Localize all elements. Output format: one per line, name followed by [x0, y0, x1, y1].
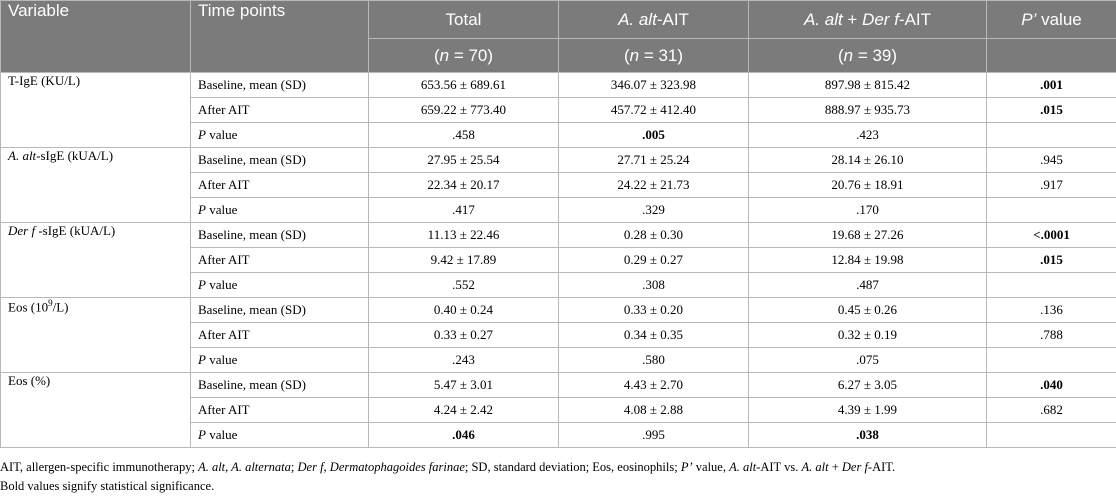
footnote-abbreviations: AIT, allergen-specific immunotherapy; A. alt, A. alternata; Der f, Dermatophagoides farinae; SD, standard deviation; Eos, eosinophils; P’ value, A. alt-AIT vs. A. alt + Der f-AIT.: [0, 460, 896, 474]
time-point-label: After AIT: [191, 323, 369, 348]
p-prime-cell: .917: [987, 173, 1116, 198]
header-n-a-alt-der-f: (n = 39): [749, 39, 987, 73]
header-n-a-alt: (n = 31): [559, 39, 749, 73]
header-n-total: (n = 70): [369, 39, 559, 73]
p-prime-cell: .015: [987, 98, 1116, 123]
time-point-label: Baseline, mean (SD): [191, 298, 369, 323]
p-value-cell: .005: [559, 123, 749, 148]
value-cell: 0.40 ± 0.24: [369, 298, 559, 323]
time-point-label: P value: [191, 348, 369, 373]
variable-label: A. alt-sIgE (kUA/L): [1, 148, 191, 223]
value-cell: 4.24 ± 2.42: [369, 398, 559, 423]
value-cell: 12.84 ± 19.98: [749, 248, 987, 273]
p-prime-cell: .682: [987, 398, 1116, 423]
p-value-cell: .329: [559, 198, 749, 223]
value-cell: 4.43 ± 2.70: [559, 373, 749, 398]
p-value-cell: .995: [559, 423, 749, 448]
p-value-cell: .580: [559, 348, 749, 373]
p-value-cell: .423: [749, 123, 987, 148]
value-cell: 22.34 ± 20.17: [369, 173, 559, 198]
header-a-alt-ait: A. alt-AIT: [559, 1, 749, 39]
p-value-cell: .458: [369, 123, 559, 148]
value-cell: 0.34 ± 0.35: [559, 323, 749, 348]
value-cell: 4.08 ± 2.88: [559, 398, 749, 423]
value-cell: 346.07 ± 323.98: [559, 73, 749, 98]
time-point-label: Baseline, mean (SD): [191, 73, 369, 98]
value-cell: 659.22 ± 773.40: [369, 98, 559, 123]
value-cell: 24.22 ± 21.73: [559, 173, 749, 198]
variable-label: T-IgE (KU/L): [1, 73, 191, 148]
p-value-cell: .308: [559, 273, 749, 298]
time-point-label: Baseline, mean (SD): [191, 148, 369, 173]
value-cell: 6.27 ± 3.05: [749, 373, 987, 398]
p-prime-cell: .788: [987, 323, 1116, 348]
value-cell: 0.45 ± 0.26: [749, 298, 987, 323]
empty-cell: [987, 273, 1116, 298]
variable-label: Eos (%): [1, 373, 191, 448]
value-cell: 897.98 ± 815.42: [749, 73, 987, 98]
p-value-cell: .487: [749, 273, 987, 298]
time-point-label: P value: [191, 423, 369, 448]
p-value-cell: .243: [369, 348, 559, 373]
variable-label: Eos $(10^9/L)$: [1, 298, 191, 373]
value-cell: 28.14 ± 26.10: [749, 148, 987, 173]
p-value-cell: .075: [749, 348, 987, 373]
p-prime-cell: .015: [987, 248, 1116, 273]
value-cell: 0.28 ± 0.30: [559, 223, 749, 248]
p-prime-cell: .040: [987, 373, 1116, 398]
p-value-cell: .417: [369, 198, 559, 223]
p-prime-cell: .945: [987, 148, 1116, 173]
p-value-cell: .170: [749, 198, 987, 223]
header-a-alt-der-f-ait: A. alt + Der f-AIT: [749, 1, 987, 39]
time-point-label: After AIT: [191, 398, 369, 423]
value-cell: 5.47 ± 3.01: [369, 373, 559, 398]
table-row: [1, 148, 1116, 173]
time-point-label: After AIT: [191, 248, 369, 273]
empty-cell: [987, 423, 1116, 448]
value-cell: 0.33 ± 0.20: [559, 298, 749, 323]
table-row: [1, 73, 1116, 98]
value-cell: 20.76 ± 18.91: [749, 173, 987, 198]
p-prime-cell: <.0001: [987, 223, 1116, 248]
value-cell: 457.72 ± 412.40: [559, 98, 749, 123]
table-row: [1, 298, 1116, 323]
empty-cell: [987, 348, 1116, 373]
time-point-label: Baseline, mean (SD): [191, 223, 369, 248]
header-empty-cell: [987, 39, 1116, 73]
value-cell: 888.97 ± 935.73: [749, 98, 987, 123]
time-point-label: P value: [191, 273, 369, 298]
value-cell: 0.29 ± 0.27: [559, 248, 749, 273]
value-cell: 9.42 ± 17.89: [369, 248, 559, 273]
p-value-cell: .038: [749, 423, 987, 448]
variable-label: Der f -sIgE (kUA/L): [1, 223, 191, 298]
header-variable: Variable: [1, 1, 191, 73]
value-cell: 0.33 ± 0.27: [369, 323, 559, 348]
empty-cell: [987, 123, 1116, 148]
p-prime-cell: .136: [987, 298, 1116, 323]
time-point-label: After AIT: [191, 173, 369, 198]
value-cell: 27.71 ± 25.24: [559, 148, 749, 173]
empty-cell: [987, 198, 1116, 223]
time-point-label: After AIT: [191, 98, 369, 123]
value-cell: 11.13 ± 22.46: [369, 223, 559, 248]
value-cell: 27.95 ± 25.54: [369, 148, 559, 173]
header-total: Total: [369, 1, 559, 39]
p-prime-cell: .001: [987, 73, 1116, 98]
value-cell: 0.32 ± 0.19: [749, 323, 987, 348]
p-value-cell: .046: [369, 423, 559, 448]
footnote-significance: Bold values signify statistical significance.: [0, 479, 215, 493]
time-point-label: P value: [191, 123, 369, 148]
value-cell: 19.68 ± 27.26: [749, 223, 987, 248]
value-cell: 4.39 ± 1.99: [749, 398, 987, 423]
table-row: [1, 373, 1116, 398]
time-point-label: Baseline, mean (SD): [191, 373, 369, 398]
table-row: [1, 223, 1116, 248]
header-p-prime-value: P’ value: [987, 1, 1116, 39]
header-time-points: Time points: [191, 1, 369, 73]
p-value-cell: .552: [369, 273, 559, 298]
time-point-label: P value: [191, 198, 369, 223]
value-cell: 653.56 ± 689.61: [369, 73, 559, 98]
